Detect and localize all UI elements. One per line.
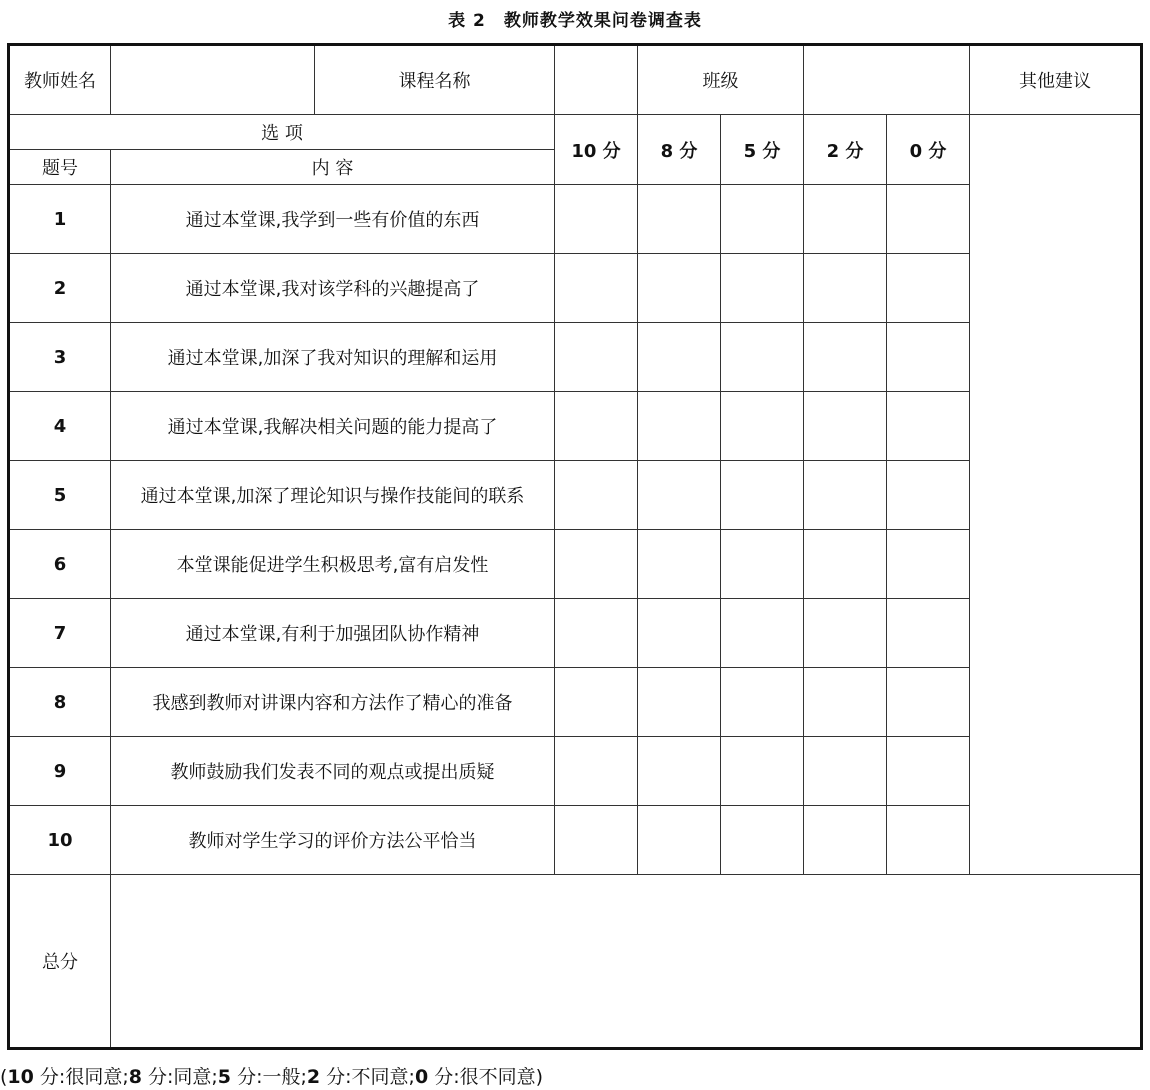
score-cell-10[interactable] bbox=[555, 461, 638, 530]
total-row bbox=[9, 875, 1142, 1049]
score-cell-0[interactable] bbox=[887, 599, 970, 668]
score-8-header: 8 分 bbox=[638, 115, 721, 185]
score-cell-0[interactable] bbox=[887, 461, 970, 530]
score-cell-8[interactable] bbox=[638, 599, 721, 668]
score-cell-10[interactable] bbox=[555, 599, 638, 668]
score-cell-10[interactable] bbox=[555, 185, 638, 254]
score-cell-10[interactable] bbox=[555, 323, 638, 392]
score-cell-8[interactable] bbox=[638, 806, 721, 875]
other-suggestions-field[interactable] bbox=[970, 115, 1142, 875]
item-text: 通过本堂课,我解决相关问题的能力提高了 bbox=[111, 392, 555, 461]
score-cell-2[interactable] bbox=[804, 806, 887, 875]
teacher-name-field[interactable] bbox=[111, 45, 315, 115]
score-legend bbox=[0, 1062, 543, 1089]
score-cell-8[interactable] bbox=[638, 737, 721, 806]
score-cell-10[interactable] bbox=[555, 254, 638, 323]
item-number: 1 bbox=[9, 185, 111, 254]
score-cell-0[interactable] bbox=[887, 392, 970, 461]
score-2-header: 2 分 bbox=[804, 115, 887, 185]
score-cell-2[interactable] bbox=[804, 392, 887, 461]
class-label: 班级 bbox=[638, 45, 804, 115]
table-caption-title: 教师教学效果问卷调查表 bbox=[503, 11, 702, 31]
item-number: 4 bbox=[9, 392, 111, 461]
score-cell-2[interactable] bbox=[804, 599, 887, 668]
item-number: 9 bbox=[9, 737, 111, 806]
score-5-header: 5 分 bbox=[721, 115, 804, 185]
score-cell-5[interactable] bbox=[721, 392, 804, 461]
score-cell-2[interactable] bbox=[804, 530, 887, 599]
score-cell-0[interactable] bbox=[887, 185, 970, 254]
score-cell-8[interactable] bbox=[638, 530, 721, 599]
item-text: 本堂课能促进学生积极思考,富有启发性 bbox=[111, 530, 555, 599]
score-cell-2[interactable] bbox=[804, 254, 887, 323]
score-cell-2[interactable] bbox=[804, 668, 887, 737]
score-cell-8[interactable] bbox=[638, 323, 721, 392]
score-cell-2[interactable] bbox=[804, 185, 887, 254]
score-cell-5[interactable] bbox=[721, 254, 804, 323]
score-cell-8[interactable] bbox=[638, 392, 721, 461]
score-cell-0[interactable] bbox=[887, 530, 970, 599]
score-cell-0[interactable] bbox=[887, 668, 970, 737]
score-cell-2[interactable] bbox=[804, 737, 887, 806]
score-cell-0[interactable] bbox=[887, 806, 970, 875]
score-cell-10[interactable] bbox=[555, 530, 638, 599]
legend-open: ( bbox=[0, 1066, 8, 1088]
legend-score-0: 0 bbox=[414, 1066, 429, 1088]
item-number: 7 bbox=[9, 599, 111, 668]
score-cell-8[interactable] bbox=[638, 254, 721, 323]
legend-desc-5: 分:一般; bbox=[231, 1066, 307, 1088]
course-name-label: 课程名称 bbox=[315, 45, 555, 115]
legend-desc-0: 分:很不同意 bbox=[428, 1066, 536, 1088]
score-cell-8[interactable] bbox=[638, 668, 721, 737]
other-suggestions-label: 其他建议 bbox=[970, 45, 1142, 115]
options-label: 选 项 bbox=[9, 115, 555, 150]
content-header: 内 容 bbox=[111, 150, 555, 185]
legend-score-5: 5 bbox=[217, 1066, 232, 1088]
score-cell-5[interactable] bbox=[721, 737, 804, 806]
score-cell-10[interactable] bbox=[555, 737, 638, 806]
score-cell-5[interactable] bbox=[721, 599, 804, 668]
score-cell-8[interactable] bbox=[638, 461, 721, 530]
item-number: 10 bbox=[9, 806, 111, 875]
item-number: 8 bbox=[9, 668, 111, 737]
item-text: 通过本堂课,加深了我对知识的理解和运用 bbox=[111, 323, 555, 392]
item-text: 通过本堂课,有利于加强团队协作精神 bbox=[111, 599, 555, 668]
score-cell-5[interactable] bbox=[721, 185, 804, 254]
legend-desc-2: 分:不同意; bbox=[320, 1066, 415, 1088]
score-cell-10[interactable] bbox=[555, 806, 638, 875]
score-cell-5[interactable] bbox=[721, 806, 804, 875]
item-text: 通过本堂课,我对该学科的兴趣提高了 bbox=[111, 254, 555, 323]
number-header: 题号 bbox=[9, 150, 111, 185]
score-10-header: 10 分 bbox=[555, 115, 638, 185]
course-name-field[interactable] bbox=[555, 45, 638, 115]
legend-score-10: 10 bbox=[7, 1066, 34, 1088]
item-number: 6 bbox=[9, 530, 111, 599]
legend-desc-10: 分:很同意; bbox=[33, 1066, 129, 1088]
score-cell-2[interactable] bbox=[804, 323, 887, 392]
score-cell-10[interactable] bbox=[555, 392, 638, 461]
total-label: 总分 bbox=[9, 875, 111, 1049]
score-cell-0[interactable] bbox=[887, 323, 970, 392]
score-cell-10[interactable] bbox=[555, 668, 638, 737]
score-cell-5[interactable] bbox=[721, 530, 804, 599]
score-cell-8[interactable] bbox=[638, 185, 721, 254]
score-cell-2[interactable] bbox=[804, 461, 887, 530]
item-text: 通过本堂课,我学到一些有价值的东西 bbox=[111, 185, 555, 254]
score-0-header: 0 分 bbox=[887, 115, 970, 185]
options-row bbox=[9, 115, 1142, 150]
legend-score-8: 8 bbox=[128, 1066, 142, 1088]
table-caption-label: 表 2 bbox=[448, 11, 486, 31]
legend-close: ) bbox=[535, 1066, 544, 1088]
survey-table bbox=[7, 43, 1143, 1050]
item-text: 我感到教师对讲课内容和方法作了精心的准备 bbox=[111, 668, 555, 737]
class-field[interactable] bbox=[804, 45, 970, 115]
header-row bbox=[9, 45, 1142, 115]
item-text: 通过本堂课,加深了理论知识与操作技能间的联系 bbox=[111, 461, 555, 530]
item-number: 3 bbox=[9, 323, 111, 392]
item-text: 教师鼓励我们发表不同的观点或提出质疑 bbox=[111, 737, 555, 806]
item-number: 2 bbox=[9, 254, 111, 323]
score-cell-0[interactable] bbox=[887, 737, 970, 806]
score-cell-0[interactable] bbox=[887, 254, 970, 323]
legend-score-2: 2 bbox=[306, 1066, 321, 1088]
table-caption bbox=[0, 6, 1150, 31]
legend-desc-8: 分:同意; bbox=[141, 1066, 218, 1088]
item-number: 5 bbox=[9, 461, 111, 530]
score-cell-5[interactable] bbox=[721, 323, 804, 392]
teacher-name-label: 教师姓名 bbox=[9, 45, 111, 115]
total-field[interactable] bbox=[111, 875, 1142, 1049]
score-cell-5[interactable] bbox=[721, 461, 804, 530]
item-text: 教师对学生学习的评价方法公平恰当 bbox=[111, 806, 555, 875]
score-cell-5[interactable] bbox=[721, 668, 804, 737]
